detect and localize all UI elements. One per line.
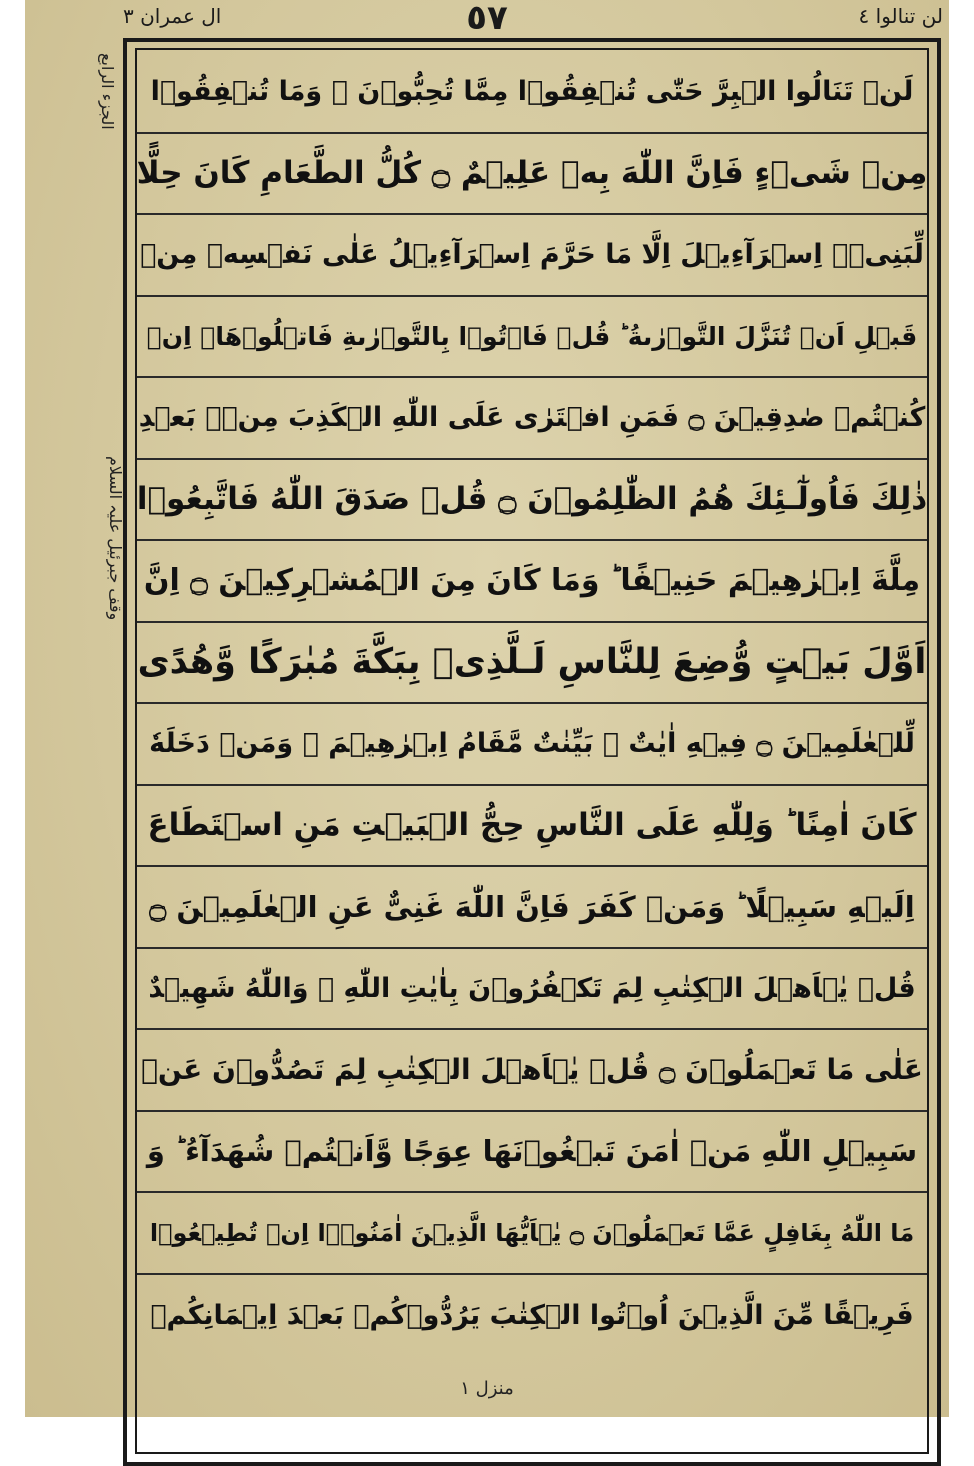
verse-line: لِّبَنِىۡۤ اِسۡرَآءِيۡلَ اِلَّا مَا حَرَّمَ اِسۡرَآءِيۡلُ عَلٰى نَفۡسِهٖ مِنۡ xyxy=(137,215,927,297)
margin-note-middle: وقف جبرئیل علیہ السلام xyxy=(106,455,125,620)
manzil-footer: منزل ١ xyxy=(460,1378,514,1399)
verse-line: عَلٰى مَا تَعۡمَلُوۡنَ ۝ قُلۡ يٰۤاَهۡلَ الۡكِتٰبِ لِمَ تَصُدُّوۡنَ عَنۡ xyxy=(137,1030,927,1112)
verse-line: اِلَيۡهِ سَبِيۡلًا ؕ وَمَنۡ كَفَرَ فَاِنَّ اللّٰهَ غَنِىٌّ عَنِ الۡعٰلَمِيۡنَ ۝ xyxy=(137,867,927,949)
surah-header: ال عمران ٣ xyxy=(123,4,222,28)
verse-line: مِلَّةَ اِبۡرٰهِيۡمَ حَنِيۡفًا ؕ وَمَا كَانَ مِنَ الۡمُشۡرِكِيۡنَ ۝ اِنَّ xyxy=(137,541,927,623)
verse-line: لَنۡ تَنَالُوا الۡبِرَّ حَتّٰى تُنۡفِقُوۡا مِمَّا تُحِبُّوۡنَ ۬ وَمَا تُنۡفِقُوۡا xyxy=(137,52,927,134)
verse-line: قَبۡلِ اَنۡ تُنَزَّلَ التَّوۡرٰٮةُ ‌ؕ قُلۡ فَاۡتُوۡا بِالتَّوۡرٰٮةِ فَاتۡلُوۡهَاۤ اِنۡ xyxy=(137,297,927,379)
verse-line: كَانَ اٰمِنًا ؕ وَلِلّٰهِ عَلَى النَّاسِ حِجُّ الۡبَيۡتِ مَنِ اسۡتَطَاعَ xyxy=(137,786,927,868)
verse-line: سَبِيۡلِ اللّٰهِ مَنۡ اٰمَنَ تَبۡغُوۡنَهَا عِوَجًا وَّاَنۡتُمۡ شُهَدَآءُ ‌ؕ وَ xyxy=(137,1112,927,1194)
right-white-margin xyxy=(949,0,974,1417)
margin-note-top: الجزء الرابع xyxy=(98,53,117,130)
verse-line: مَا اللّٰهُ بِغَافِلٍ عَمَّا تَعۡمَلُوۡنَ ۝ يٰۤاَيُّهَا الَّذِيۡنَ اٰمَنُوۡۤا اِنۡ تُطِيۡعُوۡا xyxy=(137,1193,927,1275)
left-white-margin xyxy=(0,0,25,1417)
verse-line: قُلۡ يٰۤاَهۡلَ الۡكِتٰبِ لِمَ تَكۡفُرُوۡنَ بِاٰيٰتِ اللّٰهِ ۖ وَاللّٰهُ شَهِيۡدٌ xyxy=(137,949,927,1031)
verse-line: اَوَّلَ بَيۡتٍ وُّضِعَ لِلنَّاسِ لَـلَّذِىۡ بِبَكَّةَ مُبٰرَكًا وَّهُدًى xyxy=(137,623,927,705)
verse-lines xyxy=(137,52,927,1356)
verse-line: فَرِيۡقًا مِّنَ الَّذِيۡنَ اُوۡتُوا الۡكِتٰبَ يَرُدُّوۡكُمۡ بَعۡدَ اِيۡمَانِكُمۡ xyxy=(150,1299,914,1331)
quran-page xyxy=(25,0,949,1417)
verse-line: كُنۡتُمۡ صٰدِقِيۡنَ ۝ فَمَنِ افۡتَرٰى عَلَى اللّٰهِ الۡكَذِبَ مِنۡۢ بَعۡدِ xyxy=(137,378,927,460)
page-number: ٥٧ xyxy=(466,0,508,38)
verse-line: ذٰلِكَ فَاُولٰٓـئِكَ هُمُ الظّٰلِمُوۡنَ ۝ قُلۡ صَدَقَ اللّٰهُ‌ فَاتَّبِعُوۡا xyxy=(137,460,927,542)
juz-header: لن تنالوا ٤ xyxy=(858,4,943,28)
verse-line: لِّلۡعٰلَمِيۡنَ ۝ فِيۡهِ اٰيٰتٌ ۢ بَيِّنٰتٌ مَّقَامُ اِبۡرٰهِيۡمَ ۚ وَمَنۡ دَخَلَهٗ xyxy=(137,704,927,786)
verse-line: مِنۡ شَىۡءٍ فَاِنَّ اللّٰهَ بِهٖ عَلِيۡمٌ ۝ كُلُّ الطَّعَامِ كَانَ حِلًّا xyxy=(137,134,927,216)
